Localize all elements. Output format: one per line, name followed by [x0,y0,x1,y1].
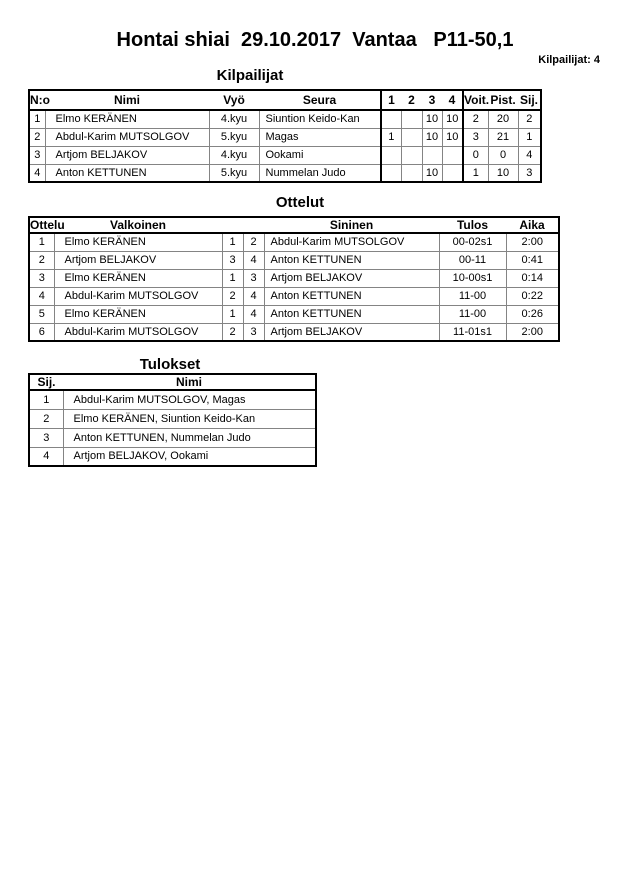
white-player-number: 1 [222,269,243,287]
match-number: 2 [29,251,54,269]
wins-count: 3 [463,128,488,146]
competitor-belt: 4.kyu [209,146,259,164]
tulokset-table [28,373,317,467]
competitor-name: Abdul-Karim MUTSOLGOV [45,128,209,146]
round-2-score [401,164,422,182]
match-number: 5 [29,305,54,323]
table-row [29,164,541,182]
kilpailijat-table [28,89,542,183]
wins-count: 2 [463,110,488,128]
match-time: 2:00 [506,233,559,251]
round-3-score: 10 [422,128,442,146]
blue-player-name: Anton KETTUNEN [264,305,439,323]
match-result: 00-02s1 [439,233,506,251]
blue-player-name: Anton KETTUNEN [264,287,439,305]
match-number: 3 [29,269,54,287]
table-row [29,287,559,305]
result-placement: 2 [29,409,63,428]
column-header-seura: Seura [259,90,381,110]
competitor-name: Elmo KERÄNEN [45,110,209,128]
table-row [29,323,559,341]
blue-player-name: Artjom BELJAKOV [264,269,439,287]
match-result: 00-11 [439,251,506,269]
match-time: 0:14 [506,269,559,287]
competitor-club: Nummelan Judo [259,164,381,182]
placement: 4 [518,146,541,164]
competitor-club: Magas [259,128,381,146]
match-number: 6 [29,323,54,341]
match-result: 10-00s1 [439,269,506,287]
result-name: Abdul-Karim MUTSOLGOV, Magas [63,390,316,409]
round-2-score [401,110,422,128]
round-4-score: 10 [442,128,463,146]
white-player-number: 1 [222,233,243,251]
white-player-number: 2 [222,287,243,305]
kilpailijat-section-heading: Kilpailijat [216,67,284,84]
competitor-belt: 5.kyu [209,128,259,146]
table-row [29,269,559,287]
result-name: Artjom BELJAKOV, Ookami [63,447,316,466]
column-header-blue-number [243,217,264,233]
result-placement: 4 [29,447,63,466]
white-player-name: Abdul-Karim MUTSOLGOV [54,323,222,341]
column-header-nimi: Nimi [63,374,316,390]
column-header-white-number [222,217,243,233]
blue-player-number: 3 [243,269,264,287]
table-row [29,428,316,447]
column-header-round-2: 2 [401,90,422,110]
ottelut-header-row [29,217,559,233]
round-1-score [381,110,401,128]
match-result: 11-00 [439,305,506,323]
white-player-name: Elmo KERÄNEN [54,233,222,251]
blue-player-number: 3 [243,323,264,341]
table-row [29,305,559,323]
tulokset-section-heading: Tulokset [139,356,201,373]
column-header-tulos: Tulos [439,217,506,233]
table-row [29,251,559,269]
round-3-score [422,146,442,164]
table-row [29,409,316,428]
white-player-name: Abdul-Karim MUTSOLGOV [54,287,222,305]
match-time: 0:41 [506,251,559,269]
column-header-pist: Pist. [488,90,518,110]
column-header-round-3: 3 [422,90,442,110]
match-time: 0:26 [506,305,559,323]
competitor-number: 4 [29,164,45,182]
competitor-name: Artjom BELJAKOV [45,146,209,164]
blue-player-number: 2 [243,233,264,251]
competitor-name: Anton KETTUNEN [45,164,209,182]
ottelut-section-heading: Ottelut [275,194,325,211]
column-header-round-4: 4 [442,90,463,110]
placement: 3 [518,164,541,182]
competitors-count-label: Kilpailijat: 4 [538,54,600,66]
column-header-sij: Sij. [518,90,541,110]
page-title: Hontai shiai 29.10.2017 Vantaa P11-50,1 [116,29,514,51]
wins-count: 0 [463,146,488,164]
competitor-number: 2 [29,128,45,146]
column-header-no: N:o [29,90,45,110]
points-count: 21 [488,128,518,146]
blue-player-name: Artjom BELJAKOV [264,323,439,341]
competitor-belt: 4.kyu [209,110,259,128]
blue-player-number: 4 [243,305,264,323]
table-row [29,110,541,128]
white-player-name: Elmo KERÄNEN [54,305,222,323]
white-player-number: 2 [222,323,243,341]
white-player-number: 1 [222,305,243,323]
column-header-aika: Aika [506,217,559,233]
column-header-sininen: Sininen [264,217,439,233]
match-result: 11-01s1 [439,323,506,341]
points-count: 10 [488,164,518,182]
round-4-score: 10 [442,110,463,128]
tulokset-header-row [29,374,316,390]
blue-player-number: 4 [243,287,264,305]
round-1-score: 1 [381,128,401,146]
result-placement: 1 [29,390,63,409]
blue-player-number: 4 [243,251,264,269]
kilpailijat-header-row [29,90,541,110]
blue-player-name: Abdul-Karim MUTSOLGOV [264,233,439,251]
result-name: Anton KETTUNEN, Nummelan Judo [63,428,316,447]
round-2-score [401,146,422,164]
result-placement: 3 [29,428,63,447]
result-name: Elmo KERÄNEN, Siuntion Keido-Kan [63,409,316,428]
ottelut-table [28,216,560,342]
competitor-belt: 5.kyu [209,164,259,182]
table-row [29,128,541,146]
match-number: 4 [29,287,54,305]
column-header-valkoinen: Valkoinen [54,217,222,233]
column-header-sij: Sij. [29,374,63,390]
wins-count: 1 [463,164,488,182]
competitor-number: 1 [29,110,45,128]
competitor-club: Siuntion Keido-Kan [259,110,381,128]
column-header-voit: Voit. [463,90,488,110]
match-time: 0:22 [506,287,559,305]
match-time: 2:00 [506,323,559,341]
round-2-score [401,128,422,146]
competitor-number: 3 [29,146,45,164]
table-row [29,233,559,251]
white-player-number: 3 [222,251,243,269]
round-3-score: 10 [422,164,442,182]
round-1-score [381,146,401,164]
column-header-nimi: Nimi [45,90,209,110]
placement: 2 [518,110,541,128]
white-player-name: Elmo KERÄNEN [54,269,222,287]
column-header-round-1: 1 [381,90,401,110]
competitor-club: Ookami [259,146,381,164]
match-number: 1 [29,233,54,251]
points-count: 0 [488,146,518,164]
white-player-name: Artjom BELJAKOV [54,251,222,269]
table-row [29,146,541,164]
round-4-score [442,146,463,164]
placement: 1 [518,128,541,146]
round-4-score [442,164,463,182]
column-header-vyo: Vyö [209,90,259,110]
table-row [29,390,316,409]
match-result: 11-00 [439,287,506,305]
round-1-score [381,164,401,182]
points-count: 20 [488,110,518,128]
round-3-score: 10 [422,110,442,128]
blue-player-name: Anton KETTUNEN [264,251,439,269]
table-row [29,447,316,466]
column-header-ottelu: Ottelu [30,218,65,232]
